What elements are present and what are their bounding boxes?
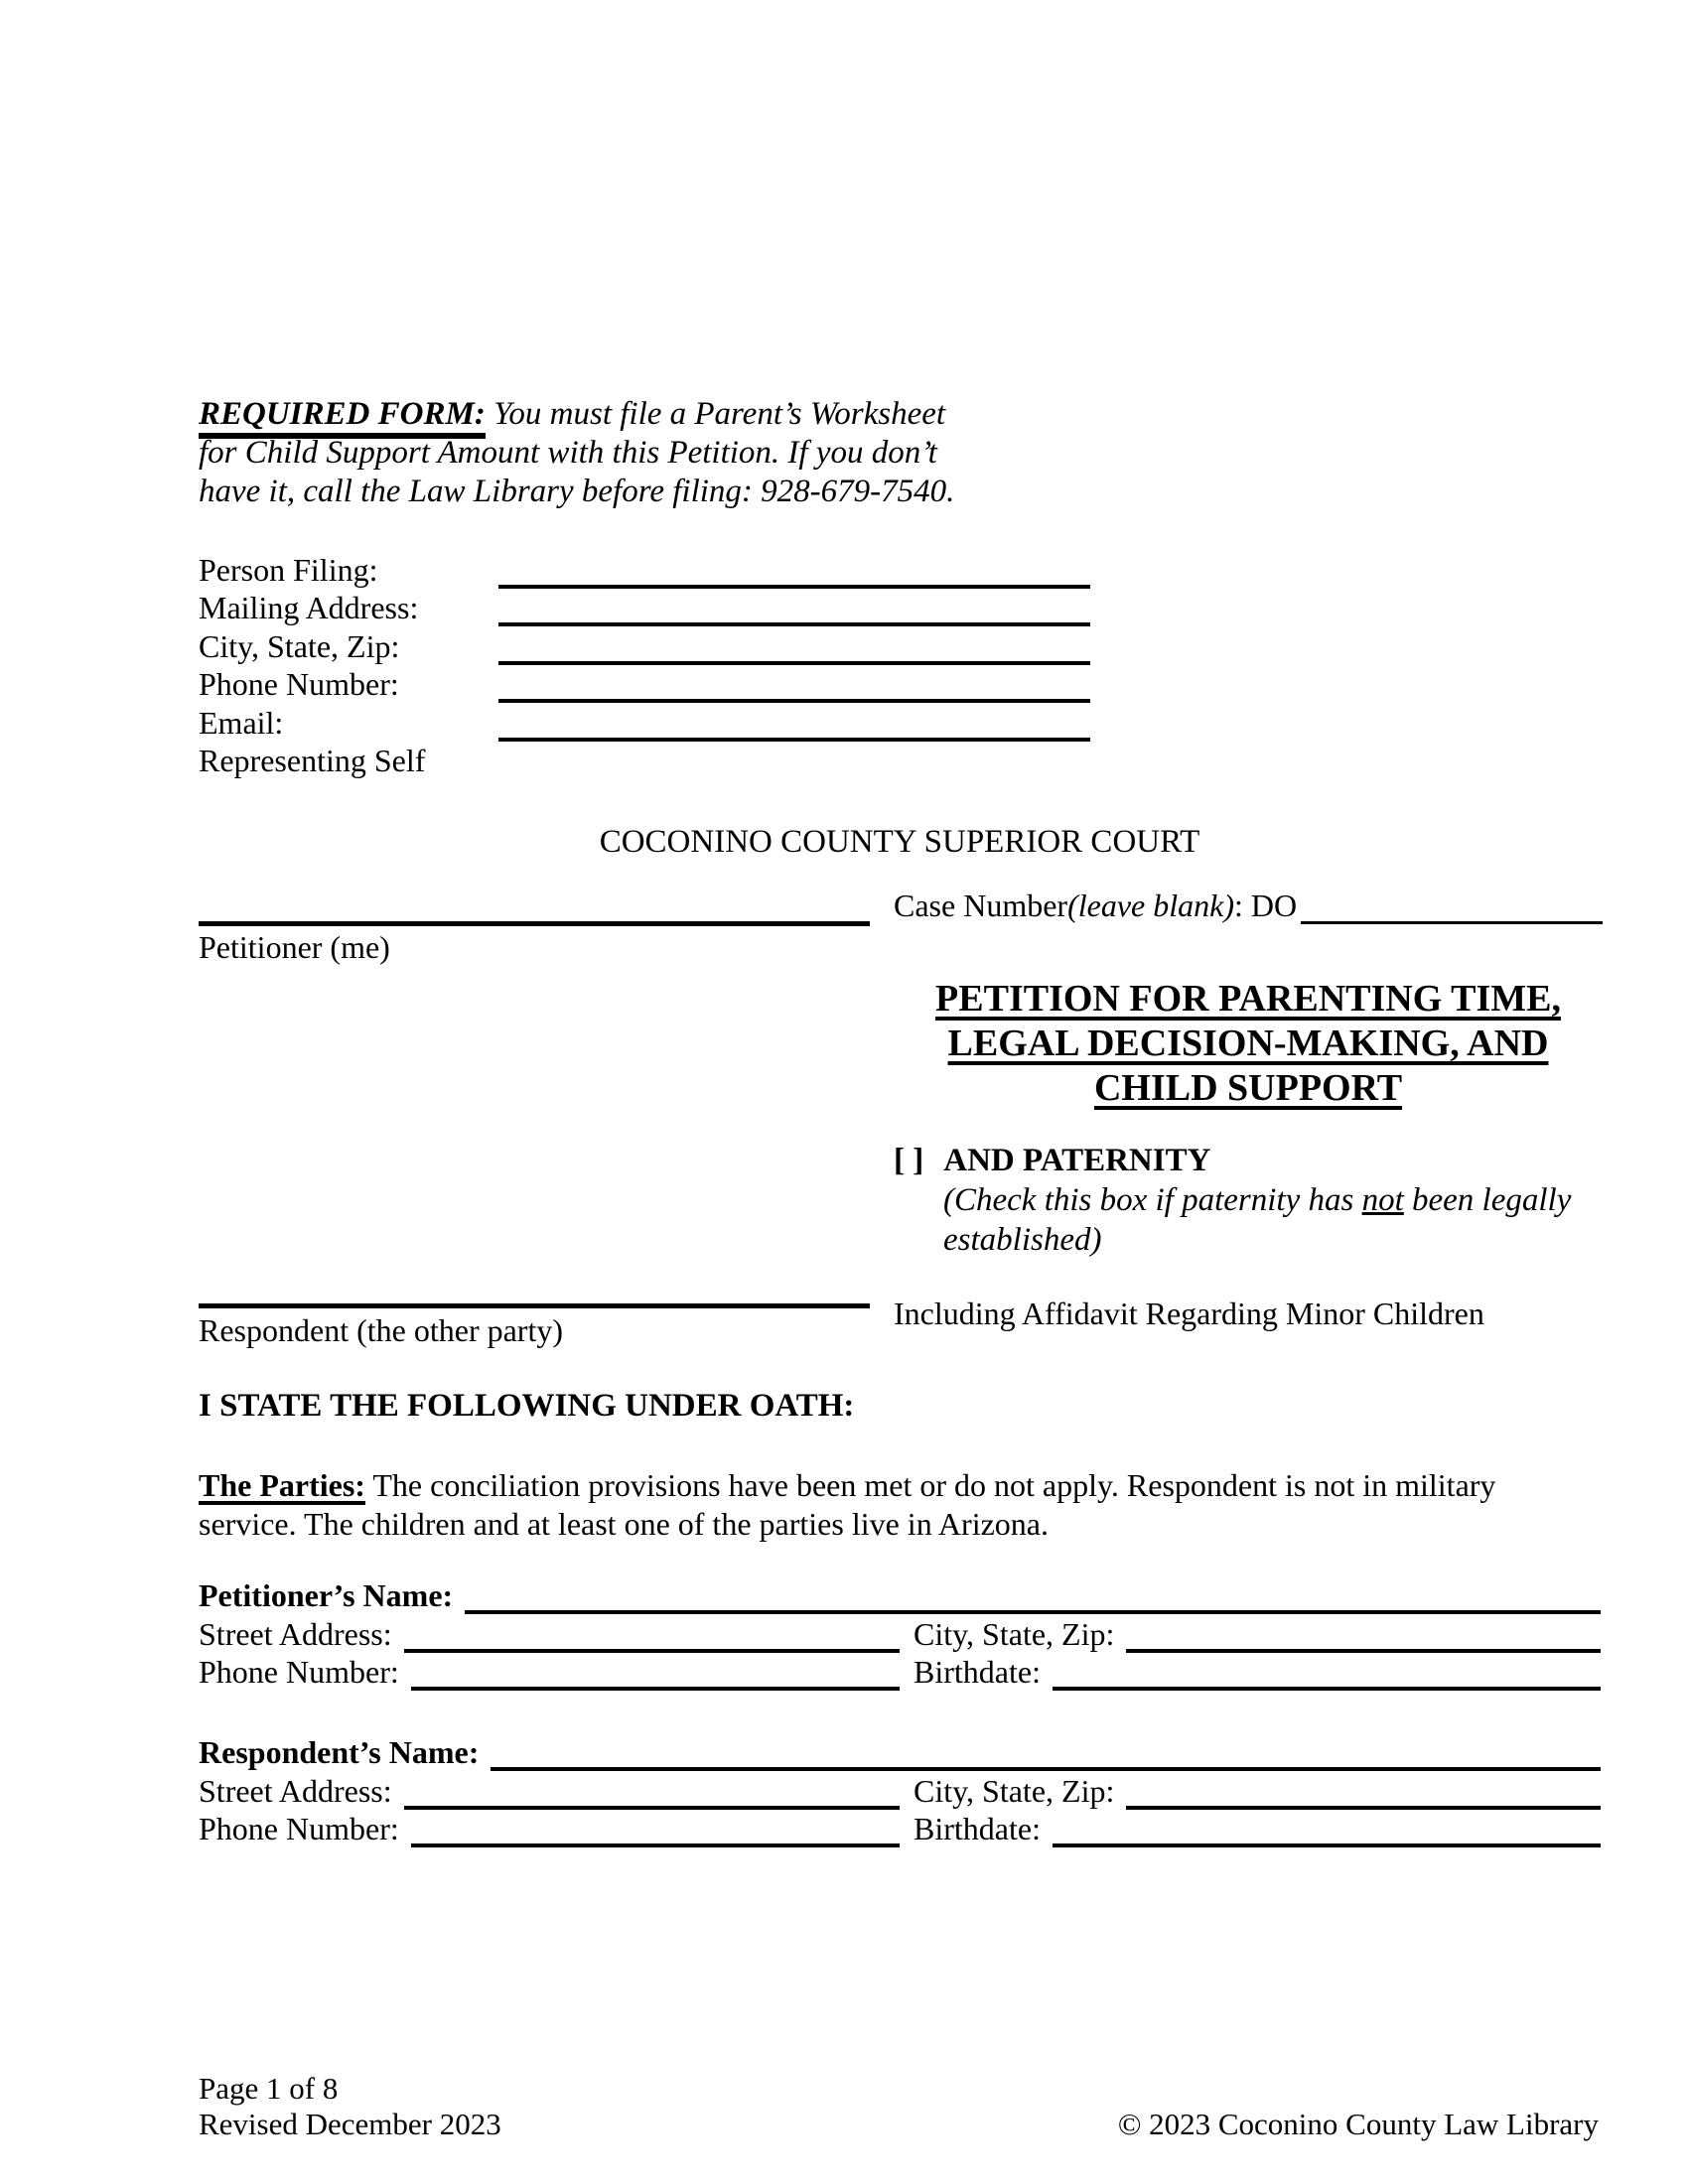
petitioner-street-label: Street Address: (199, 1615, 392, 1652)
email-label: Email: (199, 704, 284, 741)
respondent-street-label: Street Address: (199, 1772, 392, 1809)
representing-self-label: Representing Self (199, 742, 426, 778)
paternity-note-pre: (Check this box if paternity has (943, 1182, 1362, 1218)
phone-number-row (199, 666, 1104, 704)
email-row (199, 705, 1104, 743)
petitioner-caption-label: Petitioner (me) (199, 929, 390, 965)
oath-heading: I STATE THE FOLLOWING UNDER OATH: (199, 1388, 855, 1424)
respondent-name-blank[interactable] (199, 1256, 870, 1308)
page-number: Page 1 of 8 (199, 2071, 339, 2106)
city-state-zip-label: City, State, Zip: (199, 627, 400, 664)
case-number-label: Case Number (894, 887, 1068, 923)
petitioner-city-label: City, State, Zip: (914, 1615, 1115, 1652)
court-heading: COCONINO COUNTY SUPERIOR COURT (599, 824, 1200, 860)
email-blank[interactable] (498, 705, 1090, 742)
respondent-phone-row (199, 1811, 1601, 1849)
petitioner-phone-label: Phone Number: (199, 1654, 399, 1690)
person-filing-blank[interactable] (498, 552, 1090, 589)
paternity-checkbox[interactable]: [ ] (894, 1143, 924, 1178)
respondent-caption-label: Respondent (the other party) (199, 1312, 563, 1348)
paternity-note-line-2: established) (943, 1222, 1102, 1258)
petitioner-phone-blank[interactable] (411, 1654, 900, 1691)
petitioner-address-row (199, 1616, 1601, 1655)
notice-line-2: for Child Support Amount with this Petition. If you don’t (199, 435, 937, 471)
petition-title-line-3: CHILD SUPPORT (1093, 1067, 1403, 1109)
notice-line-3: have it, call the Law Library before filing: 928-679-7540. (199, 474, 955, 509)
respondent-info-block (199, 1734, 1601, 1849)
case-caption (199, 874, 1601, 1390)
petition-title-line-2: LEGAL DECISION-MAKING, AND (947, 1023, 1549, 1064)
filer-info-block (199, 552, 1104, 780)
parties-section (199, 1466, 1601, 1544)
petitioner-name-row (199, 1577, 1601, 1616)
respondent-full-name-blank[interactable] (491, 1734, 1601, 1771)
city-state-zip-row (199, 628, 1104, 666)
petitioner-full-name-blank[interactable] (465, 1577, 1601, 1614)
petitioner-birthdate-label: Birthdate: (914, 1654, 1041, 1690)
parties-body: The conciliation provisions have been met or do not apply. Respondent is not in military service. The children and at least one of the parties live in Arizona. (199, 1467, 1496, 1542)
petitioner-birthdate-blank[interactable] (1053, 1654, 1601, 1691)
respondent-birthdate-label: Birthdate: (914, 1811, 1041, 1846)
respondent-street-blank[interactable] (404, 1773, 900, 1810)
city-state-zip-blank[interactable] (498, 628, 1090, 665)
notice-line-1: You must file a Parent’s Worksheet (493, 396, 946, 432)
respondent-phone-blank[interactable] (411, 1811, 900, 1847)
including-affidavit-note: Including Affidavit Regarding Minor Children (894, 1296, 1484, 1331)
representing-self-row (199, 743, 1104, 780)
respondent-city-blank[interactable] (1126, 1773, 1601, 1810)
petitioner-street-blank[interactable] (404, 1616, 900, 1653)
required-form-label: REQUIRED FORM: (199, 396, 486, 439)
case-number-note: (leave blank) (1067, 887, 1234, 923)
petition-title-line-1: PETITION FOR PARENTING TIME, (935, 978, 1561, 1020)
paternity-note-mid: been legally (1403, 1182, 1572, 1218)
phone-number-label: Phone Number: (199, 666, 399, 703)
footer-copyright: © 2023 Coconino County Law Library (1117, 2107, 1599, 2141)
paternity-note (943, 1180, 1603, 1260)
respondent-name-row (199, 1734, 1601, 1773)
paternity-note-not: not (1361, 1182, 1404, 1218)
parties-heading: The Parties: (199, 1467, 365, 1503)
paternity-option (894, 1142, 1603, 1260)
footer-left (199, 2071, 501, 2142)
revision-date: Revised December 2023 (199, 2107, 501, 2141)
respondent-name-label: Respondent’s Name: (199, 1734, 480, 1770)
phone-number-blank[interactable] (498, 666, 1090, 703)
required-form-notice (199, 395, 1013, 511)
paternity-label: AND PATERNITY (943, 1143, 1211, 1178)
respondent-phone-label: Phone Number: (199, 1811, 399, 1846)
person-filing-label: Person Filing: (199, 552, 378, 588)
case-number-blank[interactable] (1301, 887, 1603, 924)
mailing-address-row (199, 590, 1104, 627)
petitioner-info-block (199, 1577, 1601, 1693)
petition-title (894, 977, 1603, 1111)
petitioner-name-blank[interactable] (199, 874, 870, 926)
respondent-birthdate-blank[interactable] (1053, 1811, 1601, 1847)
petitioner-phone-row (199, 1654, 1601, 1693)
case-number-row (894, 887, 1603, 924)
mailing-address-label: Mailing Address: (199, 590, 419, 626)
mailing-address-blank[interactable] (498, 590, 1090, 626)
petitioner-name-label: Petitioner’s Name: (199, 1577, 454, 1613)
paternity-checkbox-row (894, 1142, 1603, 1180)
case-number-prefix: : DO (1233, 887, 1298, 923)
petitioner-city-blank[interactable] (1126, 1616, 1601, 1653)
respondent-address-row (199, 1773, 1601, 1812)
respondent-city-label: City, State, Zip: (914, 1772, 1115, 1809)
person-filing-row (199, 552, 1104, 590)
